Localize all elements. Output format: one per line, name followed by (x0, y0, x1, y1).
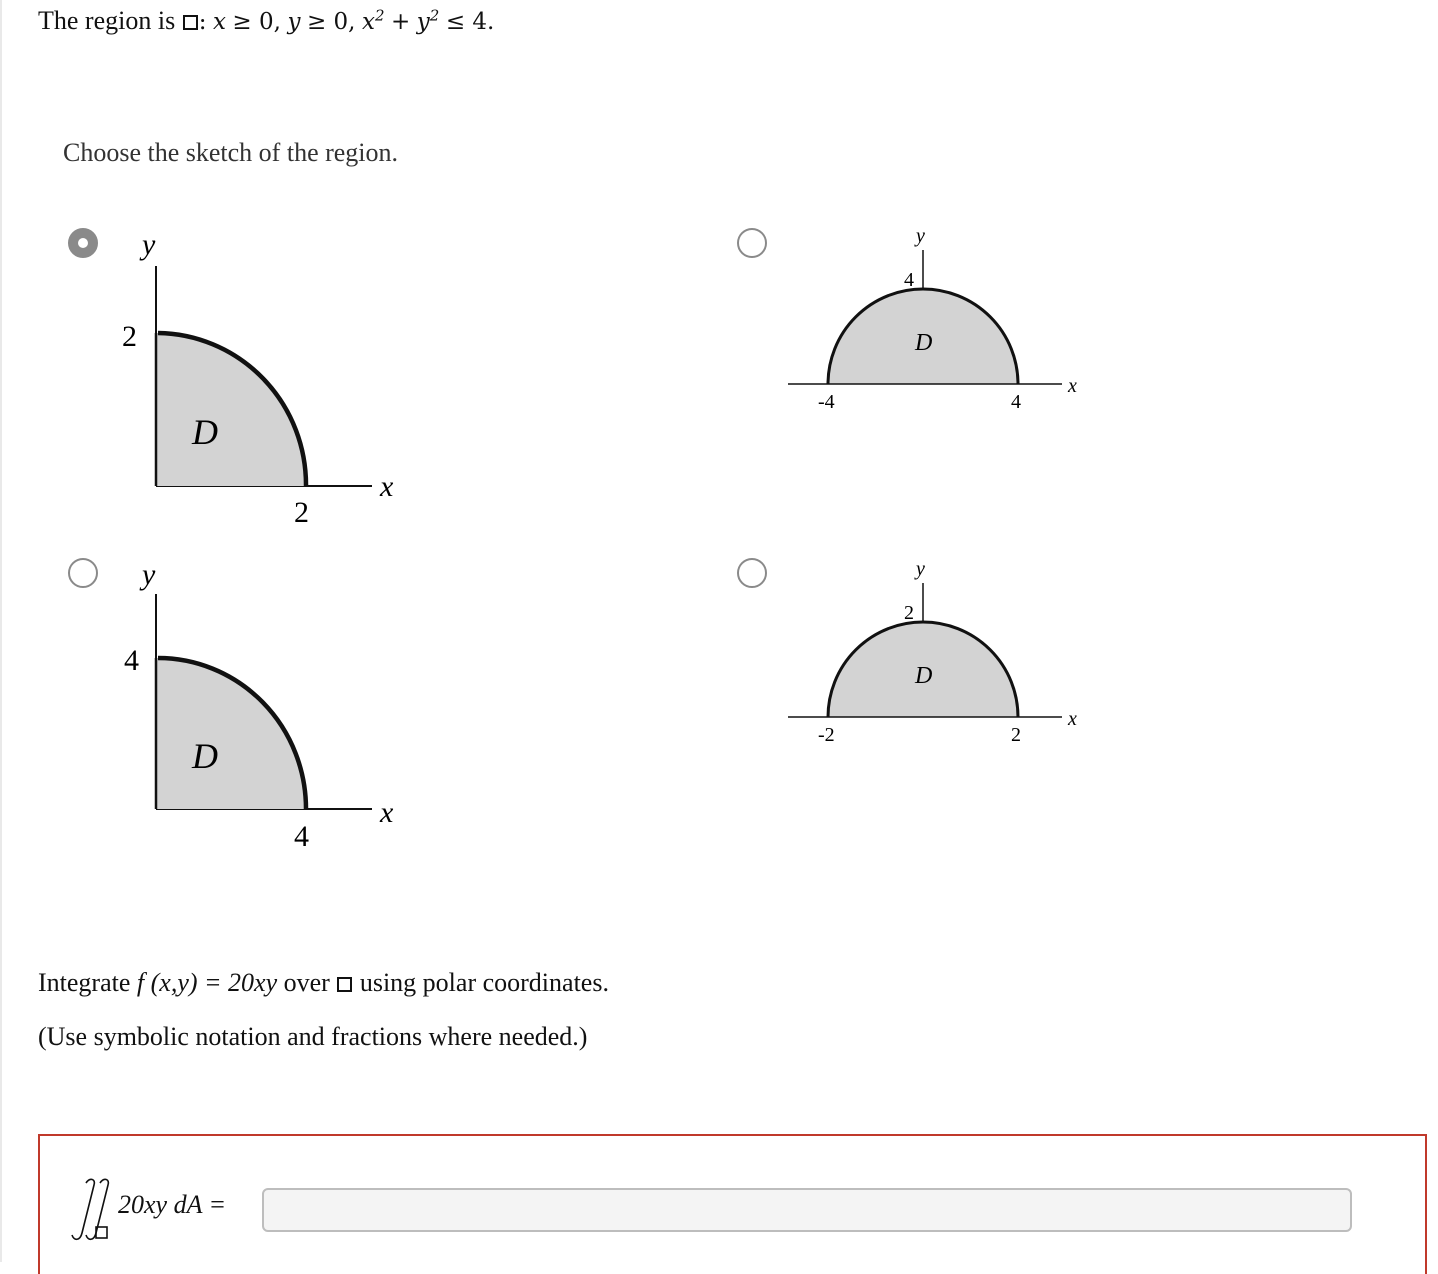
option-b-y-tick: 4 (904, 269, 914, 291)
option-c-region (156, 658, 304, 809)
region-prefix: The region is (38, 6, 176, 35)
region-symbol-box (183, 15, 198, 30)
option-d-x-tick-pos: 2 (1011, 724, 1021, 746)
option-a-sketch[interactable] (100, 220, 420, 530)
option-c-region-label: D (192, 736, 218, 776)
integrate-suffix: using polar coordinates. (359, 968, 609, 997)
option-c-y-tick: 4 (124, 644, 139, 677)
option-b-radio[interactable] (737, 228, 767, 258)
option-d-x-label: x (1068, 708, 1077, 730)
option-a-y-label: y (142, 228, 156, 261)
option-c-sketch[interactable] (100, 550, 420, 860)
option-c-radio[interactable] (68, 558, 98, 588)
option-b-x-tick-pos: 4 (1011, 391, 1021, 413)
option-a-x-tick: 2 (294, 496, 309, 529)
option-a-y-tick: 2 (122, 320, 137, 353)
integrate-instruction (38, 968, 609, 998)
option-c-x-tick: 4 (294, 820, 309, 853)
region-plus: + (391, 9, 411, 35)
option-a-region (156, 333, 304, 486)
option-b-x-tick-neg: -4 (818, 391, 835, 413)
region-le: ≤ 4. (445, 9, 495, 35)
option-a-radio[interactable] (68, 228, 98, 258)
integrate-prefix: Integrate (38, 968, 131, 997)
option-d-sketch[interactable] (780, 553, 1090, 753)
option-c-y-label: y (142, 558, 156, 591)
double-integral-icon (70, 1175, 118, 1245)
option-b-y-label: y (916, 225, 925, 247)
option-a-region-label: D (192, 412, 218, 452)
region-y: y (287, 9, 301, 35)
answer-input[interactable] (262, 1188, 1352, 1232)
integrate-function: f (x,y) = 20xy (136, 968, 278, 997)
page-left-rule (0, 0, 2, 1262)
option-a-x-label: x (380, 470, 394, 503)
option-d-x-tick-neg: -2 (818, 724, 835, 746)
integrate-over: over (283, 968, 330, 997)
region-y-squared: $y^2$ (416, 6, 440, 35)
hint-text: (Use symbolic notation and fractions where needed.) (38, 1022, 588, 1051)
option-d-region-label: D (915, 663, 933, 689)
integrand-label: 20xy dA = (118, 1190, 227, 1219)
option-c-x-label: x (380, 796, 394, 829)
region-definition: The region is : x ≥ 0, y ≥ 0, $x^2 + y^2 \le 4$. (38, 6, 495, 35)
option-d-y-tick: 2 (904, 602, 914, 624)
option-b-x-label: x (1068, 375, 1077, 397)
sketch-prompt: Choose the sketch of the region. (63, 138, 399, 167)
region-x: x (212, 9, 226, 35)
region-ge-1: ≥ 0, (232, 9, 281, 35)
integrate-region-box (337, 977, 352, 992)
option-d-y-label: y (916, 558, 925, 580)
region-ge-2: ≥ 0, (306, 9, 356, 35)
option-b-sketch[interactable] (780, 220, 1090, 420)
region-x-squared: $x^2$ (361, 6, 385, 35)
option-b-region-label: D (915, 330, 933, 356)
option-d-radio[interactable] (737, 558, 767, 588)
